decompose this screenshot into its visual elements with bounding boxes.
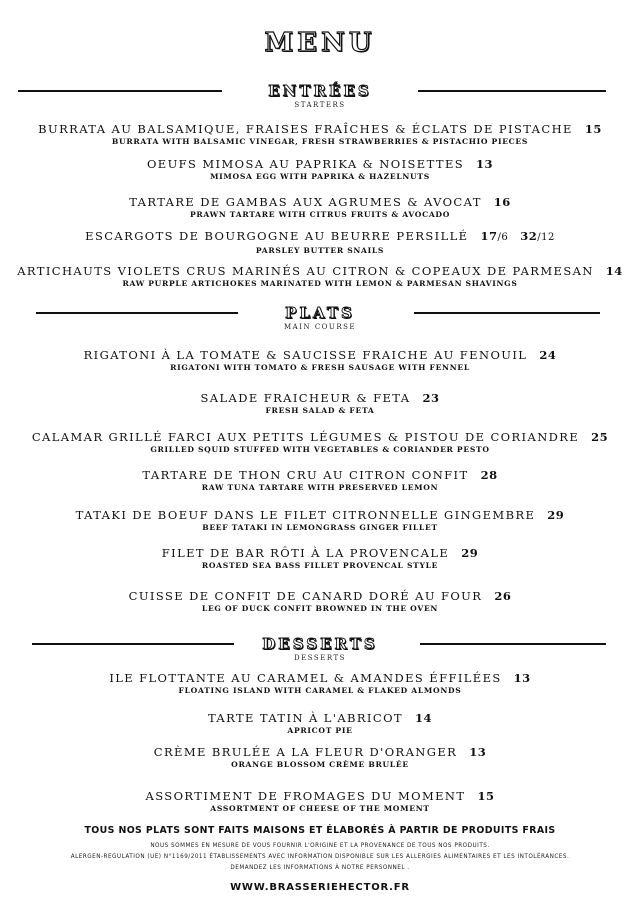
menu-item bbox=[0, 589, 640, 614]
section-title-desserts: DESSERTS bbox=[262, 635, 378, 653]
dish-name-fr: ILE FLOTTANTE AU CARAMEL & AMANDES ÉFFILÉES bbox=[109, 671, 502, 685]
dish-name-fr: SALADE FRAICHEUR & FETA bbox=[200, 391, 411, 405]
dish-name-fr: TARTARE DE GAMBAS AUX AGRUMES & AVOCAT bbox=[129, 195, 482, 209]
dish-name-en: PRAWN TARTARE WITH CITRUS FRUITS & AVOCADO bbox=[189, 210, 451, 219]
dish-name-fr: CALAMAR GRILLÉ FARCI AUX PETITS LÉGUMES & PISTOU DE CORIANDRE bbox=[31, 430, 580, 444]
dish-name-en: BEEF TATAKI IN LEMONGRASS GINGER FILLET bbox=[202, 523, 438, 532]
menu-item bbox=[0, 711, 640, 736]
dish-name-en: FLOATING ISLAND WITH CARAMEL & FLAKED ALMONDS bbox=[178, 686, 462, 695]
website-link[interactable]: WWW.BRASSERIEHECTOR.FR bbox=[230, 882, 410, 893]
menu-item bbox=[0, 745, 640, 770]
section-header-plats bbox=[0, 304, 640, 334]
dish-price: 14 bbox=[605, 264, 623, 278]
dish-price: 13 bbox=[476, 157, 494, 171]
section-subtitle-desserts: DESSERTS bbox=[294, 654, 346, 662]
dish-name-en: RIGATONI WITH TOMATO & FRESH SAUSAGE WITH FENNEL bbox=[170, 363, 470, 372]
origin-notice: NOUS SOMMES EN MESURE DE VOUS FOURNIR L'ORIGINE ET LA PROVENANCE DE TOUS NOS PRODUITS. bbox=[150, 842, 490, 849]
menu-item bbox=[0, 468, 640, 493]
staff-info-notice: DEMANDEZ LES INFORMATIONS À NOTRE PERSONNEL . bbox=[230, 864, 410, 871]
menu-item bbox=[0, 157, 640, 182]
dish-price: 28 bbox=[480, 468, 498, 482]
dish-name-en: MIMOSA EGG WITH PAPRIKA & HAZELNUTS bbox=[210, 172, 430, 181]
dish-price: 16 bbox=[493, 195, 511, 209]
dish-price: 29 bbox=[547, 508, 565, 522]
dish-name-fr: OEUFS MIMOSA AU PAPRIKA & NOISETTES bbox=[146, 157, 465, 171]
dish-name-fr: TARTARE DE THON CRU AU CITRON CONFIT bbox=[142, 468, 469, 482]
dish-name-en: PARSLEY BUTTER SNAILS bbox=[255, 246, 385, 255]
dish-name-en: BURRATA WITH BALSAMIC VINEGAR, FRESH STRAWBERRIES & PISTACHIO PIECES bbox=[111, 137, 529, 146]
menu-item bbox=[0, 122, 640, 147]
dish-name-en: APRICOT PIE bbox=[287, 726, 353, 735]
menu-title: MENU bbox=[264, 28, 376, 58]
dish-price: 25 bbox=[591, 430, 609, 444]
dish-name-fr: CRÈME BRULÉE A LA FLEUR D'ORANGER bbox=[153, 745, 458, 759]
menu-item bbox=[0, 546, 640, 571]
dish-name-en: RAW TUNA TARTARE WITH PRESERVED LEMON bbox=[201, 483, 439, 492]
menu-item bbox=[0, 430, 640, 455]
dish-name-fr: TATAKI DE BOEUF DANS LE FILET CITRONNELLE GINGEMBRE bbox=[75, 508, 536, 522]
dish-name-fr: CUISSE DE CONFIT DE CANARD DORÉ AU FOUR bbox=[128, 589, 483, 603]
dish-name-en: GRILLED SQUID STUFFED WITH VEGETABLES & CORIANDER PESTO bbox=[150, 445, 490, 454]
section-header-entrees bbox=[0, 82, 640, 112]
menu-item bbox=[0, 391, 640, 416]
homemade-notice: TOUS NOS PLATS SONT FAITS MAISONS ET ÉLABORÉS À PARTIR DE PRODUITS FRAIS bbox=[84, 825, 556, 836]
dish-name-fr: RIGATONI À LA TOMATE & SAUCISSE FRAICHE AU FENOUIL bbox=[83, 348, 528, 362]
dish-name-fr: TARTE TATIN À L'ABRICOT bbox=[207, 711, 403, 725]
dish-name-en: ROASTED SEA BASS FILLET PROVENCAL STYLE bbox=[201, 561, 439, 570]
dish-price: 29 bbox=[461, 546, 479, 560]
dish-price-large: 32/12 bbox=[520, 229, 555, 243]
dish-price: 13 bbox=[513, 671, 531, 685]
section-subtitle-entrees: STARTERS bbox=[294, 101, 346, 109]
menu-item bbox=[0, 348, 640, 373]
menu-item bbox=[0, 789, 640, 814]
dish-name-fr: ASSORTIMENT DE FROMAGES DU MOMENT bbox=[145, 789, 466, 803]
dish-name-en: ASSORTMENT OF CHEESE OF THE MOMENT bbox=[210, 804, 430, 813]
dish-price: 26 bbox=[494, 589, 512, 603]
dish-price-small: 17/6 bbox=[480, 229, 509, 243]
dish-price: 15 bbox=[477, 789, 495, 803]
dish-name-fr: FILET DE BAR RÔTI À LA PROVENCALE bbox=[161, 546, 450, 560]
dish-price: 24 bbox=[539, 348, 557, 362]
dish-price: 14 bbox=[414, 711, 432, 725]
menu-item bbox=[0, 508, 640, 533]
dish-price: 15 bbox=[584, 122, 602, 136]
menu-item bbox=[0, 229, 640, 256]
dish-name-fr: ESCARGOTS DE BOURGOGNE AU BEURRE PERSILLÉ bbox=[85, 229, 469, 243]
dish-price: 23 bbox=[422, 391, 440, 405]
section-title-entrees: ENTRÉES bbox=[268, 82, 372, 100]
dish-name-en: RAW PURPLE ARTICHOKES MARINATED WITH LEMON & PARMESAN SHAVINGS bbox=[122, 279, 518, 288]
menu-item bbox=[0, 671, 640, 696]
dish-name-en: FRESH SALAD & FETA bbox=[265, 406, 375, 415]
dish-price: 13 bbox=[469, 745, 487, 759]
allergen-notice: ALERGEN-REGULATION (UE) N°1169/2011 ÉTABLISSEMENTS AVEC INFORMATION DISPONIBLE SUR LES ALLERGIES ALIMENTAIRES ET LES INTOLÉRANCES. bbox=[70, 853, 570, 860]
section-header-desserts bbox=[0, 635, 640, 665]
dish-name-fr: BURRATA AU BALSAMIQUE, FRAISES FRAÎCHES & ÉCLATS DE PISTACHE bbox=[38, 122, 573, 136]
dish-name-en: LEG OF DUCK CONFIT BROWNED IN THE OVEN bbox=[201, 604, 439, 613]
menu-item bbox=[0, 264, 640, 289]
section-subtitle-plats: MAIN COURSE bbox=[283, 323, 356, 331]
dish-name-en: ORANGE BLOSSOM CRÈME BRULÉE bbox=[231, 760, 409, 769]
dish-name-fr: ARTICHAUTS VIOLETS CRUS MARINÉS AU CITRON & COPEAUX DE PARMESAN bbox=[17, 264, 594, 278]
menu-item bbox=[0, 195, 640, 220]
section-title-plats: PLATS bbox=[285, 304, 355, 322]
